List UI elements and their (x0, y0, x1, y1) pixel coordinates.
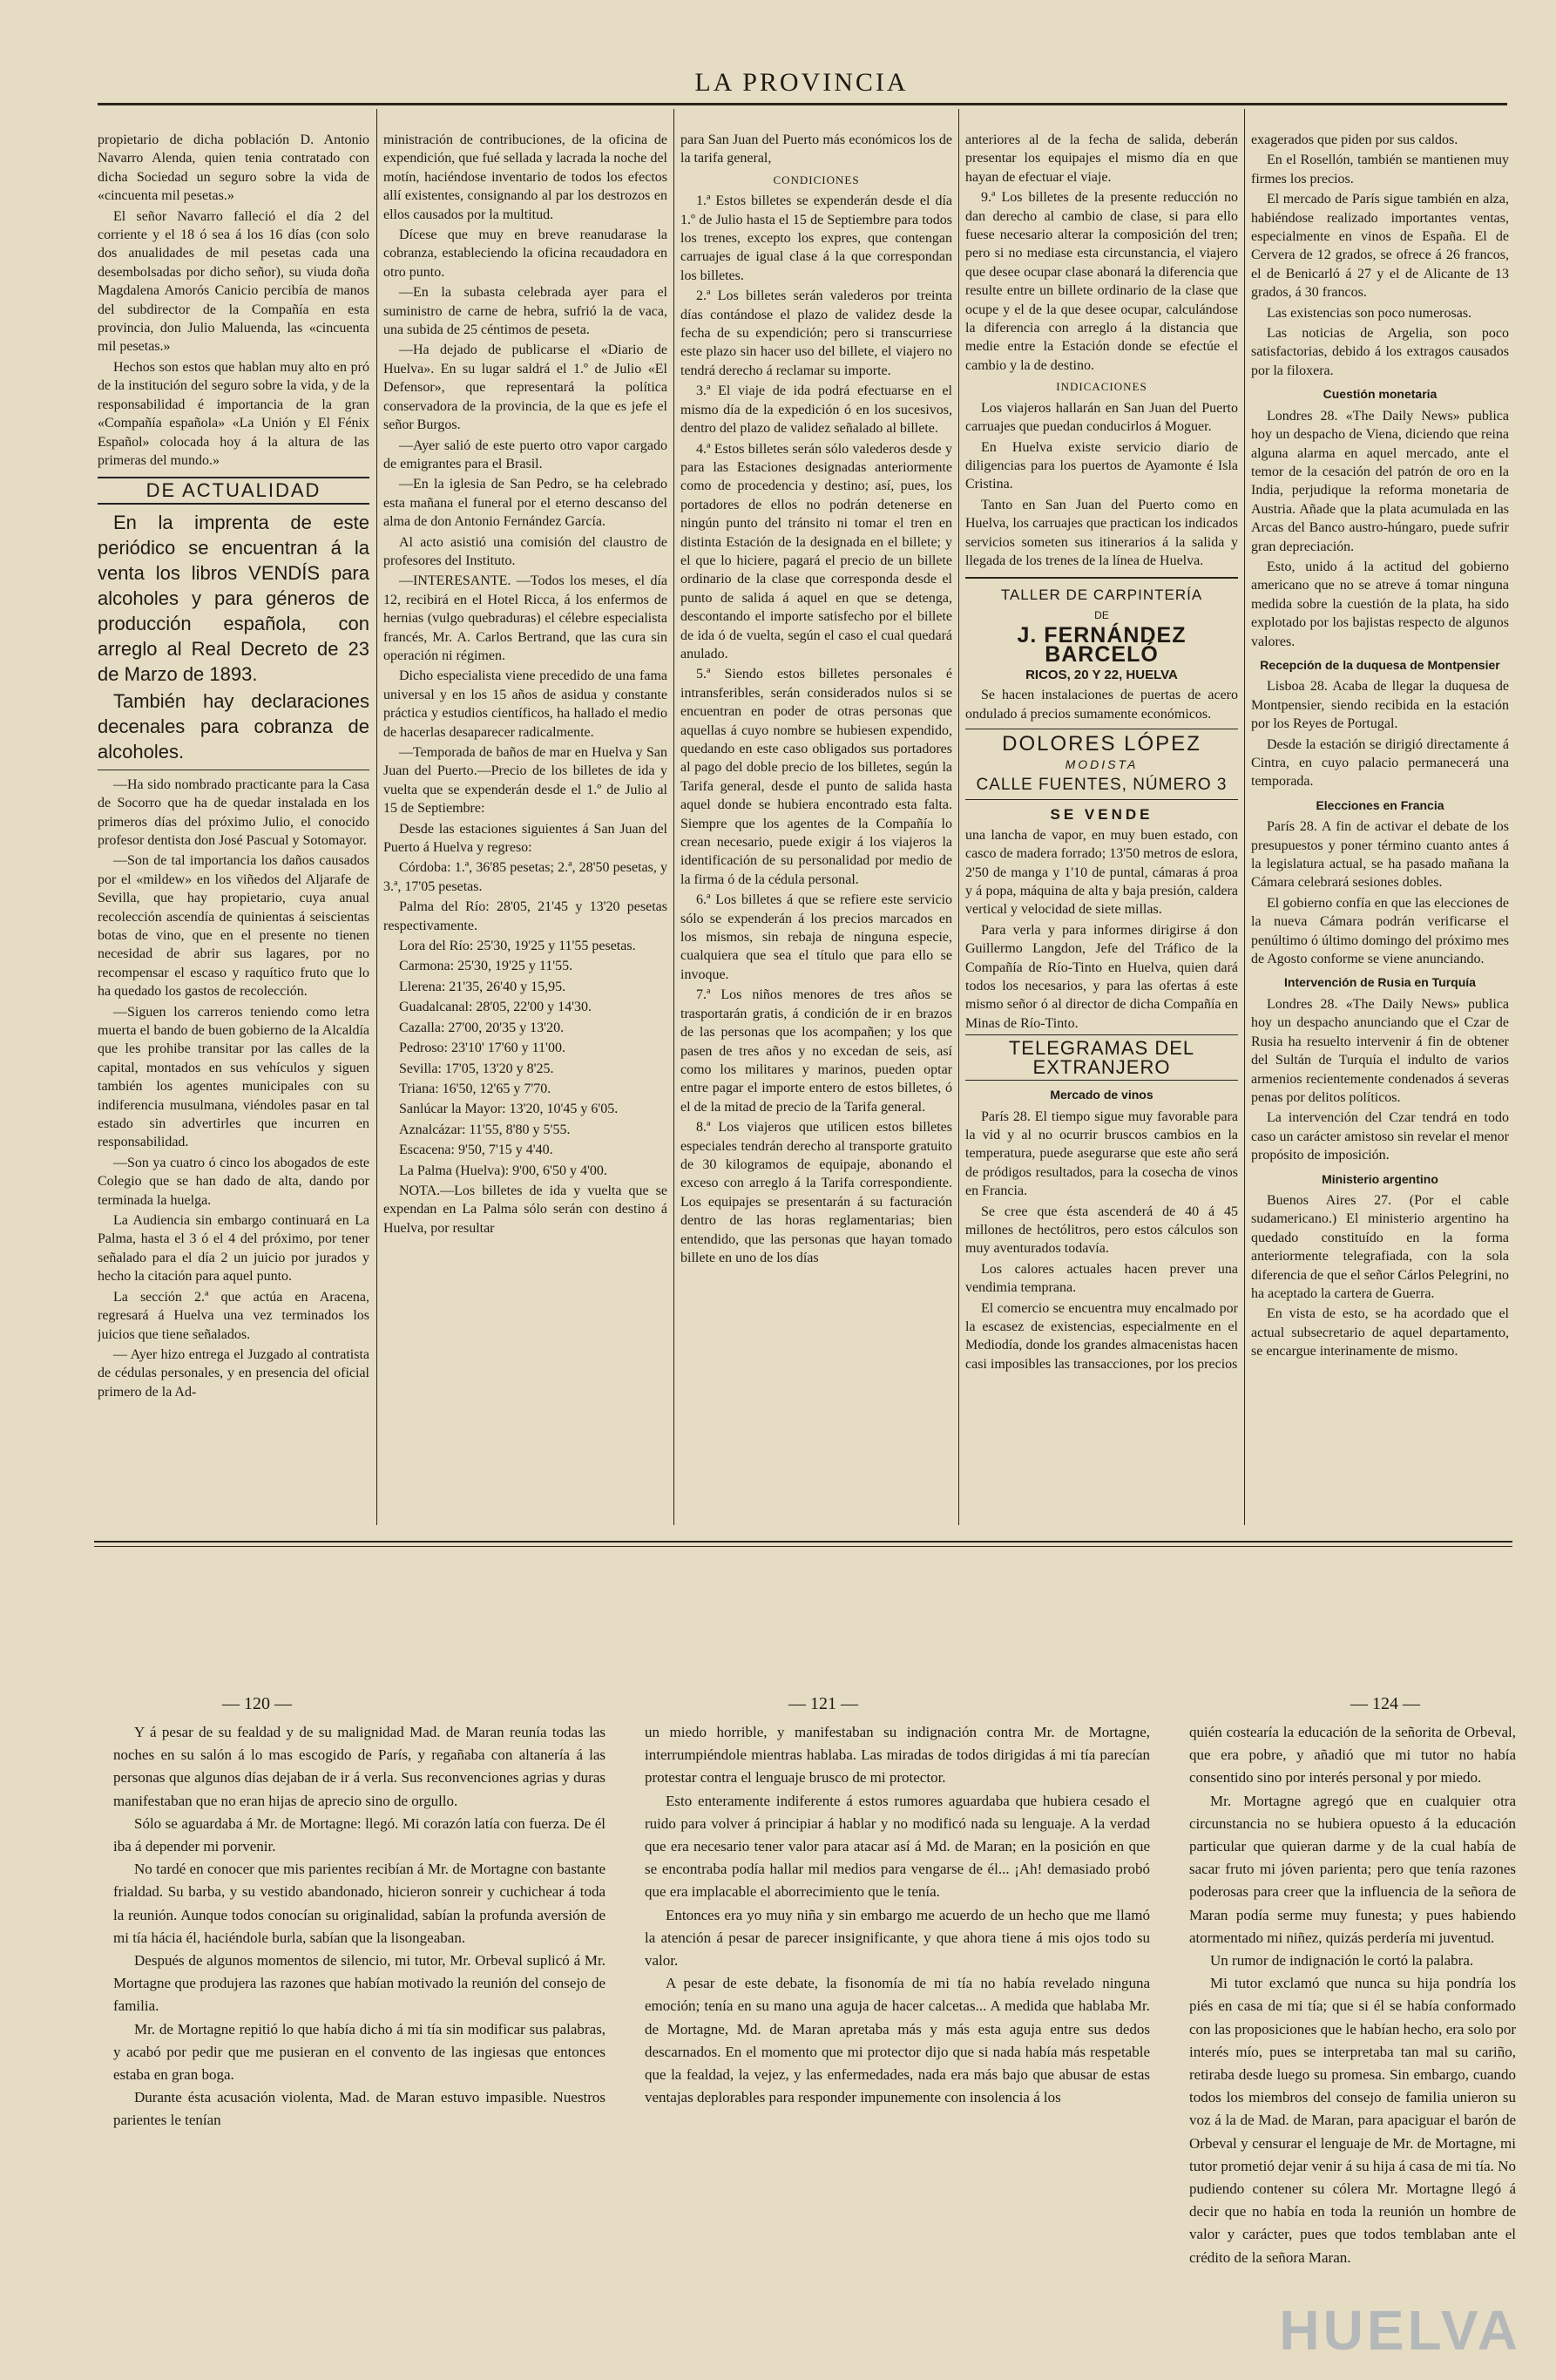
paragraph: Después de algunos momentos de silencio, mi tutor, Mr. Orbeval suplicó á Mr. Mortagne que produjera las razones que habían motivado la reunión del consejo de familia. (113, 1952, 605, 2015)
telegram-heading: TELEGRAMAS DEL EXTRANJERO (965, 1034, 1238, 1081)
paragraph: —Ha dejado de publicarse el «Diario de Huelva». En su lugar saldrá el 1.º de Julio «El Defensor», que representará la política conservadora de la provincia, de la que es jefe el señor Burgos. (383, 342, 667, 433)
paragraph: París 28. El tiempo sigue muy favorable para la vid y al no ocurrir bruscos cambios en la temperatura, puede asegurarse que este año será de pródigos resultados, para la cosecha de vinos en Francia. (965, 1109, 1238, 1199)
column-3 (680, 131, 952, 1525)
paragraph: En el Rosellón, también se mantienen muy firmes los precios. (1251, 153, 1509, 186)
section-heading-de-actualidad: DE ACTUALIDAD (98, 477, 369, 504)
paragraph: quién costearía la educación de la señorita de Orbeval, que era pobre, y añadió que mi tutor no había consentido sino por interés personal y por miedo. (1189, 1724, 1516, 1787)
subheading: Elecciones en Francia (1316, 797, 1444, 812)
folletin-column-1 (113, 1721, 605, 2357)
paragraph: un miedo horrible, y manifestaban su indignación contra Mr. de Mortagne, interrumpiéndole mientras hablaba. Las miradas de todos dirigidas á mi tía parecían protestar contra el lenguaje brusco de mi protector. (645, 1724, 1150, 1787)
subheading: Intervención de Rusia en Turquía (1284, 975, 1476, 990)
paragraph: —Ayer salió de este puerto otro vapor cargado de emigrantes para el Brasil. (383, 437, 667, 471)
paragraph: Mr. de Mortagne repitió lo que había dicho á mi tía sin modificar sus palabras, y acabó por pedir que me pusieran en el convento de las ingiesas que entonces estaba en gran boga. (113, 2020, 605, 2084)
paragraph: Desde las estaciones siguientes á San Juan del Puerto á Huelva y regreso: (383, 821, 667, 856)
folletin-column-2 (645, 1721, 1150, 2357)
price-line: Pedroso: 23'10' 17'60 y 11'00. (399, 1041, 565, 1056)
condition-item: 3.ª El viaje de ida podrá efectuarse en el mismo día de la expedición ó en los sucesivos, dentro del plazo de validez señalado al billete. (680, 383, 952, 437)
folletin-page-number: — 120 — (222, 1694, 292, 1713)
paragraph: Lisboa 28. Acaba de llegar la duquesa de Montpensier, siendo recibida en la estación por los Reyes de Portugal. (1251, 679, 1509, 732)
conditions-heading: CONDICIONES (773, 173, 860, 186)
advert-fernandez-barcelo: J. FERNÁNDEZ BARCELÓ (1017, 623, 1187, 667)
paragraph: — Ayer hizo entrega el Juzgado al contratista de cédulas personales, y en presencia del oficial primero de la Ad- (98, 1346, 369, 1400)
paragraph: Dicho especialista viene precedido de una fama universal y en los 15 años de asidua y constante práctica y estudios científicos, ha hallado el medio de hacerlas desaparecer radicalmente. (383, 668, 667, 740)
paragraph: propietario de dicha población D. Antonio Navarro Alenda, quien tenia contratado con dicha Sociedad un seguro sobre la vida de «cincuenta mil pesetas.» (98, 132, 369, 204)
advert-taller-title: TALLER DE CARPINTERÍA (1000, 587, 1203, 604)
folletin-page-number: — 124 — (1350, 1694, 1420, 1713)
paragraph: —Temporada de baños de mar en Huelva y San Juan del Puerto.—Precio de los billetes de ida y vuelta que se expenderán desde el 1.º de Julio al 15 de Septiembre: (383, 745, 667, 817)
folletin-page-number: — 121 — (788, 1694, 858, 1713)
section-rule (965, 799, 1238, 800)
condition-item: 5.ª Siendo estos billetes personales é intransferibles, serán considerados nulos si se encuentran en poder de otras personas que aquellas á cuyo nombre se hubiesen expendido, quedando en este caso obligados sus portadores al pago del doble precio de los billetes, según la Tarifa general, desde el punto de salida hasta aquel donde se hubiera encontrado esta falta. Siempre que los agentes de la Compañía lo crean necesario, puede exigir á los viajeros la identificación de su personalidad por medio de la firma ó de la cédula personal. (680, 667, 952, 887)
paragraph: Hechos son estos que hablan muy alto en pró de la institución del seguro sobre la vida, y de la responsabilidad é importancia de la gran «Compañía española» «La Unión y El Fénix Español» colocada hoy á la altura de las primeras del mundo.» (98, 359, 369, 468)
paragraph: El comercio se encuentra muy encalmado por la escasez de existencias, especialmente en el Mediodía, donde los grandes almacenistas hacen casi imposibles las transacciones, por los precios (965, 1300, 1238, 1372)
paragraph: La Audiencia sin embargo continuará en La Palma, hasta el 3 ó el 4 del próximo, por tener señalado para el día 2 un juicio por jurados y hecho la citación para aquel punto. (98, 1213, 369, 1285)
column-divider (673, 109, 674, 1525)
paragraph: ministración de contribuciones, de la oficina de expendición, que fué sellada y lacrada la noche del motín, haciéndose inventario de todos los efectos allí existentes, consignando al par los destrozos en ellos causados por la multitud. (383, 132, 667, 222)
advert-declaraciones: También hay declaraciones decenales para cobranza de alcoholes. (98, 689, 369, 763)
paragraph: El mercado de París sigue también en alza, habiéndose realizado importantes ventas, especialmente en vinos de España. El de Cervera de 12 grados, se ofrece á 26 francos, el de Benicarló á 27 y el de Alicante de 13 grados, á 30 francos. (1251, 192, 1509, 301)
price-line: Guadalcanal: 28'05, 22'00 y 14'30. (399, 1000, 592, 1015)
paragraph: Un rumor de indignación le cortó la palabra. (1210, 1952, 1474, 1970)
archive-watermark: HUELVA (1279, 2299, 1521, 2362)
paragraph: Mi tutor exclamó que nunca su hija pondría los piés en casa de mi tía; que si él se había conformado con las proposiciones que le habían hecho, era solo por interés mío, pues se interpretaba tan mal su cariño, retiraba desde luego su promesa. Sin embargo, cuando todos los miembros del consejo de familia unieron su voz á la de Mad. de Maran, para apaciguar el barón de Orbeval y censurar el lenguaje de Mr. de Mortagne, mi tutor prometió dejar venir á su hija á casa de mi tía. No pudiendo contener su cólera Mr. Mortagne llegó á decir que no había en toda la reunión un hombre de valor y carácter, pues que todos temblaban ante el crédito de la señora Maran. (1189, 1975, 1516, 2266)
paragraph: Y á pesar de su fealdad y de su malignidad Mad. de Maran reunía todas las noches en su salón á lo mas escogido de París, y regañaba con altanería á las personas que algunos días dejaban de ir á verla. Sus reconvenciones agrias y duras manifestaban que no eran hijas de aprecio sino de orgullo. (113, 1724, 605, 1809)
indications-heading: INDICACIONES (1056, 380, 1147, 394)
column-4 (965, 131, 1238, 1525)
paragraph: Entonces era yo muy niña y sin embargo me acuerdo de un hecho que me llamó la atención á pesar de parecer insignificante, y que ahora tiene á mis ojos todo su valor. (645, 1906, 1150, 1970)
price-line: Carmona: 25'30, 19'25 y 11'55. (399, 959, 573, 974)
subheading: Ministerio argentino (1322, 1171, 1438, 1186)
paragraph: No tardé en conocer que mis parientes recibían á Mr. de Mortagne con bastante frialdad. Su barba, y su vestido abandonado, hicieron sonreir y cuchichear á toda la reunión. Aunque todos conocían su originalidad, sabían la profunda aversión de mi tía hácia él, haciéndole burla, sabían que la lisongeaban. (113, 1861, 605, 1946)
paragraph: Esto enteramente indiferente á estos rumores aguardaba que hubiera cesado el ruido para volver á principiar á hablar y no modificó nada su lenguaje. A la verdad que era necesario tener valor para atacar así á Md. de Maran; en la posición en que se encontraba podía hallar mil medios para vengarse de él... ¡Ah! demasiado probó que era implacable el aborrecimiento que le tenía. (645, 1792, 1150, 1901)
paragraph: Mr. Mortagne agregó que en cualquier otra circunstancia no se hubiera opuesto á la educación particular que quieran darme y de la cual había de sacar fruto mi jóven parienta; pero que tenía razones poderosas para creer que la influencia de la señora de Maran podía serme muy funesta; y pues habiendo atormentado mi niñez, quizás perdería mi juventud. (1189, 1792, 1516, 1946)
paragraph: Londres 28. «The Daily News» publica hoy un despacho anunciando que el Czar de Rusia ha resuelto intervenir á fin de obtener del Sultán de Turquía el indulto de varios armenios recientemente condenados á severas penas por delitos políticos. (1251, 996, 1509, 1105)
folletin-column-3 (1189, 1721, 1516, 2357)
price-line: Palma del Río: 28'05, 21'45 y 13'20 pesetas respectivamente. (383, 899, 667, 933)
condition-item: 2.ª Los billetes serán valederos por treinta días contándose el plazo de validez desde la fecha de su expendición; pero si transcurriese este plazo sin hacer uso del billete, el viajero no tendrá derecho á reclamar su importe. (680, 288, 952, 378)
paragraph: La sección 2.ª que actúa en Aracena, regresará á Huelva una vez terminados los juicios que tiene señalados. (98, 1289, 369, 1342)
subheading: Mercado de vinos (1050, 1088, 1153, 1102)
paragraph: Al acto asistió una comisión del claustro de profesores del Instituto. (383, 534, 667, 568)
paragraph: El gobierno confía en que las elecciones de la nueva Cámara podrán verificarse el penúltimo ó último domingo del próximo mes de Agosto conforme se viene anunciando. (1251, 895, 1509, 967)
column-divider (1244, 109, 1245, 1525)
paragraph: Londres 28. «The Daily News» publica hoy un despacho de Viena, diciendo que reina alguna alarma en aquel mercado, ante el temor de la cesación del patrón de oro en la India, perjudique la reforma monetaria de Austria. Añade que la plata acumulada en las Arcas del Banco austro-húngaro, puede sufrir gran depreciación. (1251, 408, 1509, 554)
folletin-rule (94, 1541, 1512, 1543)
subheading: Recepción de la duquesa de Montpensier (1260, 657, 1500, 672)
condition-item: 8.ª Los viajeros que utilicen estos billetes especiales tendrán derecho al transporte gratuito de 30 kilogramos de equipaje, abonando el exceso con arreglo á la Tarifa correspondiente. Los equipajes se presentarán á su facturación dentro de las horas reglamentarias; bien entendido, que las personas que hayan tomado billete en uno de los días (680, 1120, 952, 1265)
advert-address: RICOS, 20 Y 22, HUELVA (1025, 667, 1178, 682)
paragraph: Buenos Aires 27. (Por el cable sudamericano.) El ministerio argentino ha quedado constituído en la forma anteriormente telegrafiada, con la sola diferencia de que el señor Cárlos Pelegrini, no ha aceptado la cartera de Guerra. (1251, 1192, 1509, 1301)
paragraph: —Ha sido nombrado practicante para la Casa de Socorro que ha de quedar instalada en los primeros días del próximo Julio, el conocido profesor dentista don José Pascual y Sotomayor. (98, 776, 369, 848)
paragraph: —En la iglesia de San Pedro, se ha celebrado esta mañana el funeral por el eterno descanso del alma de don Antonio Fernández García. (383, 477, 667, 530)
price-line: Llerena: 21'35, 26'40 y 15,95. (399, 979, 566, 994)
masthead-title: LA PROVINCIA (694, 68, 909, 97)
paragraph: A pesar de este debate, la fisonomía de mi tía no había revelado ninguna emoción; tenía en su mano una aguja de hacer calcetas... A medida que hablaba Mr. de Mortagne, Md. de Maran apretaba más y más esta aguja entre sus dedos descarnados. En el momento que mi protector dijo que si nada había más respetable que la fealdad, la vejez, y las enfermedades, nada era más bajo que abusar de estas ventajas deplorables para responder impunemente con insolencia á los (645, 1975, 1150, 2106)
price-line: La Palma (Huelva): 9'00, 6'50 y 4'00. (399, 1163, 607, 1178)
price-line: Córdoba: 1.ª, 36'85 pesetas; 2.ª, 28'50 pesetas, y 3.ª, 17'05 pesetas. (383, 860, 667, 894)
paragraph: exagerados que piden por sus caldos. (1251, 132, 1458, 147)
advert-text: Para verla y para informes dirigirse á don Guillermo Langdon, Jefe del Tráfico de la Compañía de Río-Tinto en Huelva, quien dará todos los necesarios, y para las ofertas á este mismo señor ó al director de dicha Compañía en Minas de Río-Tinto. (965, 922, 1238, 1031)
condition-item: 7.ª Los niños menores de tres años se trasportarán gratis, á condición de ir en brazos de las personas que los acompañen; y los que pasen de tres años y no excedan de seis, así como los militares y marinos, pueden optar entre pagar el importe entero de estos billetes, ó el de la mitad de precio de la Tarifa general. (680, 987, 952, 1115)
paragraph: París 28. A fin de activar el debate de los presupuestos y poner término cuanto antes á la legislatura actual, se ha pasado mañana la Cámara celebrará sesiones dobles. (1251, 819, 1509, 891)
paragraph: Esto, unido á la actitud del gobierno americano que no se atreve á tomar ninguna medida sobre la cuestión de la plata, ha sido explotado por los bajistas respecto de algunos valores. (1251, 559, 1509, 649)
paragraph: —INTERESANTE. —Todos los meses, el día 12, recibirá en el Hotel Ricca, á los enfermos de hernias (vulgo quebraduras) el célebre especialista francés, Mr. A. Carlos Bertrand, que las cura sin operación ni régimen. (383, 573, 667, 663)
paragraph: —Son ya cuatro ó cinco los abogados de este Colegio que se han dado de alta, dando por terminada la huelga. (98, 1155, 369, 1208)
folletin-rule (94, 1546, 1512, 1547)
paragraph: Desde la estación se dirigió directamente á Cintra, en cuyo palacio permanecerá una temporada. (1251, 736, 1509, 790)
price-line: Sanlúcar la Mayor: 13'20, 10'45 y 6'05. (399, 1102, 619, 1117)
price-line: Lora del Río: 25'30, 19'25 y 11'55 pesetas. (399, 939, 636, 954)
paragraph: Tanto en San Juan del Puerto como en Huelva, los carruajes que practican los indicados servicios someten sus itinerarios á la salida y llegada de los trenes de la línea de Huelva. (965, 497, 1238, 568)
condition-item: 6.ª Los billetes á que se refiere este servicio sólo se expenderán á los precios marcados en los mismos, sin rebaja de ninguna especie, cualquiera que sea el título que para ello se invoque. (680, 892, 952, 982)
price-line: Triana: 16'50, 12'65 y 7'70. (399, 1081, 551, 1096)
section-rule (965, 577, 1238, 579)
paragraph: Sólo se aguardaba á Mr. de Mortagne: llegó. Mi corazón latía con fuerza. De él iba á depender mi porvenir. (113, 1814, 605, 1855)
paragraph: —Son de tal importancia los daños causados por el «mildew» en los viñedos del Aljarafe de Sevilla, que hay propietario, cuya anual recolección ascendía de quinientas á seiscientas botas de vino, que en el presente no tienen necesidad de abrir sus lagares, por no recompensar el escaso y raquítico fruto que lo ha quedado los gastos de recolección. (98, 853, 369, 1000)
paragraph: 9.ª Los billetes de la presente reducción no dan derecho al cambio de clase, si para ello fuese necesario alterar la composición del tren; pero si no mediase esta circunstancia, el viajero que desee ocupar clase abonará la diferencia que resulte entre un billete ordinario de la clase que ocupe y el de la que desee ocupar, calculándose la diferencia con arreglo á la distancia que medie entre la Estación donde se efectúe el cambio y la de destino. (965, 190, 1238, 373)
paragraph: Los viajeros hallarán en San Juan del Puerto carruajes que puedan conducirlos á Moguer. (965, 400, 1238, 435)
condition-item: 4.ª Estos billetes serán sólo valederos desde y para las Estaciones designadas anteriormente como de procedencia y destino; así, pues, los portadores de ellos no podrán detenerse en ningún punto del tránsito ni tomar el tren en distinta Estación de la designada en el billete; y el que lo hiciere, pagará el precio de un billete ordinario de la clase que corresponda desde el punto de salida á aquel en que se detenga, descontando el importe satisfecho por el billete de ida ó de vuelta, según el caso el cual quedará anulado. (680, 441, 952, 661)
paragraph: NOTA.—Los billetes de ida y vuelta que se expendan en La Palma sólo serán con destino á Huelva, por resultar (383, 1183, 667, 1236)
paragraph: para San Juan del Puerto más económicos los de la tarifa general, (680, 132, 952, 166)
condition-item: 1.ª Estos billetes se expenderán desde el día 1.º de Julio hasta el 15 de Septiembre para todos los trenes, excepto los expres, que contengan carruajes de igual clase á la que correspondan los billetes. (680, 193, 952, 283)
header-rule (98, 103, 1507, 105)
column-2 (383, 131, 667, 1525)
advert-dolores-lopez: DOLORES LÓPEZ (1002, 732, 1201, 756)
paragraph: La intervención del Czar tendrá en todo caso un carácter amistoso sin revelar el menor propósito de imposición. (1251, 1110, 1509, 1163)
column-divider (958, 109, 959, 1525)
column-1 (98, 131, 369, 1525)
advert-vendis: En la imprenta de este periódico se encuentran á la venta los libros VENDÍS para alcoholes y para géneros de producción española, con arreglo al Real Decreto de 23 de Marzo de 1893. (98, 511, 369, 685)
paragraph: —En la subasta celebrada ayer para el suministro de carne de hebra, sufrió la de vaca, una subida de 25 céntimos de peseta. (383, 285, 667, 338)
advert-text: Se hacen instalaciones de puertas de acero ondulado á precios sumamente económicos. (965, 688, 1238, 722)
column-divider (376, 109, 377, 1525)
subheading: Cuestión monetaria (1323, 387, 1438, 402)
advert-text: una lancha de vapor, en muy buen estado, con casco de madera forrado; 13'50 metros de eslora, 2'50 de manga y 1'10 de puntal, cámaras á proa y á popa, máquina de alta y baja presión, caldera vertical y velocidad de siete millas. (965, 827, 1238, 918)
paragraph: Las noticias de Argelia, son poco satisfactorias, debido á los extragos causados por la filoxera. (1251, 326, 1509, 378)
price-line: Cazalla: 27'00, 20'35 y 13'20. (399, 1020, 565, 1035)
advert-modista: MODISTA (1065, 756, 1139, 771)
paragraph: En vista de esto, se ha acordado que el actual subsecretario de aquel departamento, se encargue interinamente de mismo. (1251, 1306, 1509, 1360)
paragraph: anteriores al de la fecha de salida, deberán presentar los equipajes el mismo día en que hayan de efectuar el viaje. (965, 132, 1238, 185)
paragraph: Los calores actuales hacen prever una vendimia temprana. (965, 1261, 1238, 1296)
paragraph: Se cree que ésta ascenderá de 40 á 45 millones de hectólitros, pero estos cálculos son muy aventurados todavía. (965, 1204, 1238, 1257)
paragraph: Dícese que muy en breve reanudarase la cobranza, estableciendo la oficina recaudadora en otro punto. (383, 227, 667, 280)
advert-se-vende: SE VENDE (1050, 806, 1153, 824)
price-line: Aznalcázar: 11'55, 8'80 y 5'55. (399, 1122, 571, 1137)
price-line: Escacena: 9'50, 7'15 y 4'40. (399, 1143, 553, 1158)
advert-calle-fuentes: CALLE FUENTES, NÚMERO 3 (976, 776, 1228, 794)
paragraph: Las existencias son poco numerosas. (1267, 305, 1472, 321)
advert-de: DE (1094, 608, 1109, 621)
paragraph: El señor Navarro falleció el día 2 del corriente y el 18 ó sea á los 16 días (con solo dos anualidades de mil pesetas cada una desembolsadas por dicho señor), su viuda doña Magdalena Amorós Canicio percibía de manos del subdirector de la Compañía en esta provincia, don Julio Maluenda, las «cincuenta mil pesetas.» (98, 208, 369, 355)
paragraph: —Siguen los carreros teniendo como letra muerta el bando de buen gobierno de la Alcaldía que les prohibe transitar por las calles de la capital, montados en sus vehículos y siguen también los agentes municipales con su indiferencia musulmana, viéndoles pasar en tal estado sin advertirles que incurren en responsabilidad. (98, 1004, 369, 1150)
column-5 (1251, 131, 1509, 1525)
paragraph: Durante ésta acusación violenta, Mad. de Maran estuvo impasible. Nuestros parientes le tenían (113, 2089, 605, 2129)
price-line: Sevilla: 17'05, 13'20 y 8'25. (399, 1061, 554, 1076)
paragraph: En Huelva existe servicio diario de diligencias para los puertos de Ayamonte é Isla Cristina. (965, 439, 1238, 492)
